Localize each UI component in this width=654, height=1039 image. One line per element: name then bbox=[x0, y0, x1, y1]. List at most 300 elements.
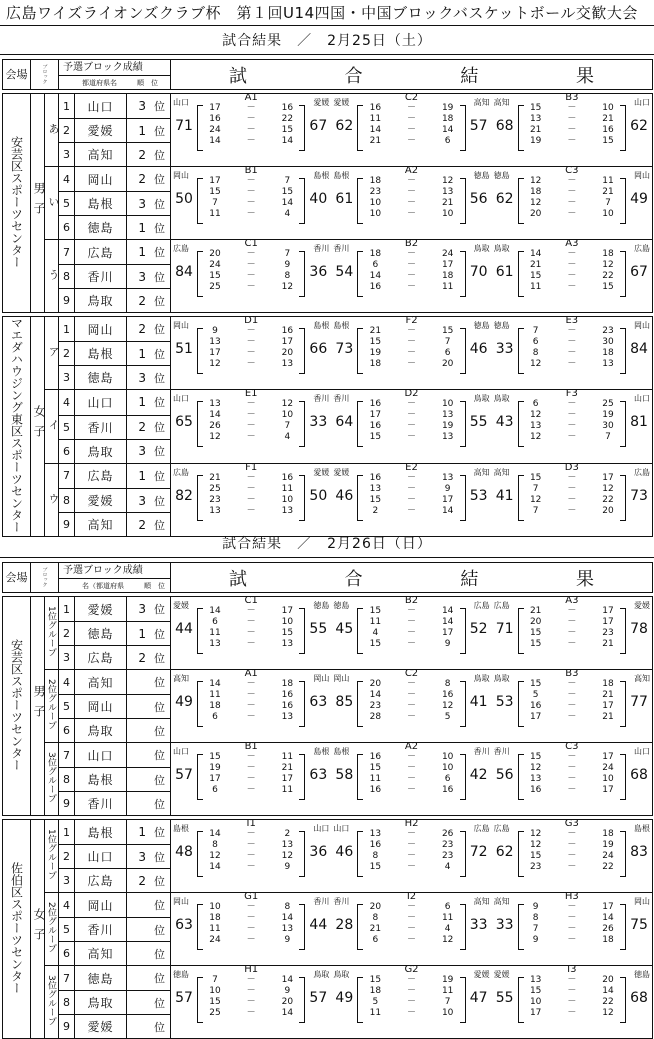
block-label-text: イ bbox=[47, 419, 60, 431]
block-label-text: い bbox=[47, 196, 60, 207]
quarter-away-score: 7 bbox=[284, 249, 291, 259]
away-total-score: 55 bbox=[469, 414, 488, 430]
team-number: 3 bbox=[59, 366, 75, 390]
team-name: 岡山 bbox=[75, 695, 127, 719]
quarter-away-score: 21 bbox=[602, 114, 614, 124]
rank-suffix: 位 bbox=[154, 603, 166, 616]
results-header-char: 試 bbox=[229, 65, 248, 87]
quarter-away-score: 12 bbox=[281, 282, 294, 292]
team-number: 6 bbox=[59, 719, 75, 743]
quarter-scores bbox=[526, 399, 618, 443]
quarter-dash: － bbox=[246, 348, 256, 358]
quarter-home-score: 21 bbox=[369, 326, 382, 336]
quarter-scores bbox=[205, 829, 297, 873]
quarter-away-score: 17 bbox=[602, 701, 614, 711]
score-bracket-right bbox=[299, 681, 305, 727]
quarter-dash: － bbox=[567, 829, 577, 839]
quarter-dash: － bbox=[567, 209, 577, 219]
game-result bbox=[331, 820, 491, 890]
score-bracket-left bbox=[357, 977, 363, 1023]
quarter-row bbox=[365, 249, 457, 260]
block-games bbox=[171, 317, 653, 390]
game-result bbox=[331, 390, 491, 460]
team-name: 高知 bbox=[75, 942, 127, 966]
game-result bbox=[171, 317, 331, 387]
team-name: 香川 bbox=[75, 265, 127, 289]
rank-header-label: 順 位 bbox=[137, 78, 158, 87]
quarter-away-score: 16 bbox=[441, 690, 454, 700]
away-team-name: 鳥取 bbox=[473, 394, 490, 403]
quarter-home-score: 15 bbox=[529, 103, 542, 113]
team-number: 9 bbox=[59, 792, 75, 816]
quarter-home-score: 12 bbox=[209, 359, 221, 369]
quarter-away-score: 19 bbox=[441, 975, 454, 985]
team-number: 7 bbox=[59, 966, 75, 991]
quarter-dash: － bbox=[246, 975, 256, 985]
away-team-name: 広島 bbox=[473, 824, 490, 833]
quarter-row bbox=[205, 326, 297, 337]
quarter-dash: － bbox=[407, 862, 417, 872]
block-label bbox=[45, 743, 59, 816]
away-total-score: 83 bbox=[630, 844, 648, 860]
quarter-row bbox=[365, 997, 457, 1008]
quarter-dash: － bbox=[407, 679, 417, 689]
quarter-dash: － bbox=[407, 628, 417, 638]
quarter-home-score: 15 bbox=[529, 628, 542, 638]
quarter-scores bbox=[526, 326, 618, 370]
quarter-away-score: 17 bbox=[441, 260, 454, 270]
game-result bbox=[492, 240, 652, 310]
quarter-home-score: 15 bbox=[529, 986, 542, 996]
score-bracket-right bbox=[460, 831, 466, 877]
quarter-away-score: 11 bbox=[281, 785, 294, 795]
away-total-score: 52 bbox=[469, 621, 488, 637]
home-team-name: 島根 bbox=[173, 824, 190, 833]
team-name: 広島 bbox=[75, 240, 127, 265]
quarter-dash: － bbox=[567, 862, 577, 872]
quarter-home-score: 20 bbox=[369, 679, 382, 689]
home-team-name: 広島 bbox=[493, 824, 510, 833]
score-bracket-right bbox=[620, 608, 626, 654]
away-team-name: 愛媛 bbox=[313, 98, 330, 107]
quarter-scores bbox=[365, 606, 457, 650]
block-label bbox=[45, 893, 59, 966]
quarter-away-score: 18 bbox=[602, 348, 614, 358]
quarter-row bbox=[365, 975, 457, 986]
quarter-away-score: 18 bbox=[602, 935, 614, 945]
quarter-scores bbox=[365, 326, 457, 370]
score-bracket-left bbox=[518, 178, 524, 224]
team-rank bbox=[127, 719, 171, 743]
home-team-name: 徳島 bbox=[173, 970, 190, 979]
game-id: A1 bbox=[244, 668, 258, 679]
prelim-subheader bbox=[59, 76, 171, 90]
game-id: C1 bbox=[244, 238, 258, 249]
home-team-name: 島根 bbox=[333, 321, 350, 330]
team-rank bbox=[127, 143, 171, 167]
quarter-away-score: 11 bbox=[441, 986, 454, 996]
quarter-row bbox=[205, 763, 297, 774]
gender-text: 女子 bbox=[32, 907, 46, 948]
quarter-home-score: 6 bbox=[532, 399, 539, 409]
quarter-row bbox=[365, 752, 457, 763]
quarter-row bbox=[205, 935, 297, 946]
quarter-dash: － bbox=[567, 103, 577, 113]
quarter-dash: － bbox=[246, 337, 256, 347]
quarter-away-score: 13 bbox=[281, 505, 294, 516]
quarter-row bbox=[205, 829, 297, 840]
quarter-scores bbox=[365, 473, 457, 517]
team-number: 3 bbox=[59, 143, 75, 167]
home-team-name: 山口 bbox=[173, 98, 190, 107]
team-number: 5 bbox=[59, 415, 75, 439]
quarter-dash: － bbox=[407, 1008, 417, 1018]
quarter-home-score: 8 bbox=[212, 840, 218, 850]
quarter-row bbox=[526, 432, 618, 443]
game-result bbox=[492, 597, 652, 667]
quarter-home-score: 10 bbox=[369, 198, 382, 208]
quarter-row bbox=[365, 902, 457, 913]
quarter-away-score: 16 bbox=[602, 125, 614, 135]
quarter-row bbox=[526, 114, 618, 125]
block-games bbox=[171, 597, 653, 670]
rank-suffix: 位 bbox=[154, 826, 166, 839]
score-bracket-right bbox=[460, 328, 466, 374]
quarter-away-score: 14 bbox=[441, 505, 454, 516]
score-bracket-right bbox=[460, 754, 466, 800]
quarter-row bbox=[365, 495, 457, 506]
quarter-home-score: 17 bbox=[209, 348, 221, 358]
score-bracket-left bbox=[518, 475, 524, 521]
venue-name bbox=[3, 94, 31, 313]
quarter-row bbox=[365, 679, 457, 690]
quarter-home-score: 2 bbox=[372, 505, 379, 516]
quarter-dash: － bbox=[246, 187, 256, 197]
quarter-home-score: 17 bbox=[209, 103, 221, 113]
home-total-score: 62 bbox=[495, 844, 514, 860]
game-result bbox=[331, 597, 491, 667]
quarter-row bbox=[365, 763, 457, 774]
team-name: 高知 bbox=[75, 670, 127, 695]
rank-suffix: 位 bbox=[154, 246, 166, 259]
team-name: 島根 bbox=[75, 192, 127, 216]
game-result bbox=[492, 743, 652, 813]
block-label-text: 2位グループ bbox=[46, 679, 56, 730]
quarter-dash: － bbox=[246, 785, 256, 795]
block-label-text: 3位グループ bbox=[46, 752, 56, 803]
document-title: 広島ワイズライオンズクラブ杯 第１回U14四国・中国ブロックバスケットボール交歓大会 bbox=[6, 4, 638, 22]
rank-suffix: 位 bbox=[154, 797, 166, 811]
quarter-home-score: 8 bbox=[532, 348, 539, 358]
score-bracket-right bbox=[460, 904, 466, 950]
rank-suffix: 位 bbox=[154, 972, 166, 985]
game-result bbox=[492, 820, 652, 890]
away-total-score: 70 bbox=[469, 264, 488, 280]
quarter-home-score: 13 bbox=[529, 114, 542, 124]
rank-suffix: 位 bbox=[154, 197, 166, 211]
team-name: 島根 bbox=[75, 820, 127, 845]
quarter-row bbox=[365, 628, 457, 639]
gender-text: 男子 bbox=[32, 684, 46, 725]
quarter-away-score: 21 bbox=[281, 763, 294, 773]
away-total-score: 63 bbox=[309, 694, 328, 710]
quarter-away-score: 24 bbox=[602, 763, 614, 773]
quarter-scores bbox=[526, 902, 618, 946]
game-result bbox=[331, 461, 491, 534]
quarter-row bbox=[365, 337, 457, 348]
away-team-name: 島根 bbox=[313, 747, 330, 756]
score-bracket-left bbox=[357, 608, 363, 654]
quarter-dash: － bbox=[246, 483, 256, 494]
team-number: 8 bbox=[59, 768, 75, 792]
quarter-away-score: 16 bbox=[281, 701, 294, 711]
quarter-row bbox=[526, 701, 618, 712]
rank-suffix: 位 bbox=[154, 518, 166, 532]
team-name: 徳島 bbox=[75, 216, 127, 240]
quarter-row bbox=[526, 506, 618, 517]
quarter-home-score: 21 bbox=[529, 260, 542, 270]
quarter-away-score: 17 bbox=[602, 785, 614, 795]
score-bracket-right bbox=[299, 831, 305, 877]
quarter-away-score: 17 bbox=[602, 902, 614, 912]
rank-suffix: 位 bbox=[154, 724, 166, 738]
quarter-row bbox=[365, 271, 457, 282]
quarter-row bbox=[526, 639, 618, 650]
team-number: 2 bbox=[59, 622, 75, 646]
quarter-home-score: 14 bbox=[209, 862, 221, 872]
quarter-away-score: 12 bbox=[602, 260, 614, 270]
team-rank-value: 3 bbox=[138, 99, 147, 113]
home-total-score: 53 bbox=[495, 694, 514, 710]
team-name: 香川 bbox=[75, 415, 127, 439]
quarter-home-score: 16 bbox=[209, 114, 221, 124]
quarter-away-score: 26 bbox=[441, 829, 454, 839]
quarter-scores bbox=[365, 752, 457, 796]
score-bracket-left bbox=[197, 754, 203, 800]
quarter-row bbox=[526, 337, 618, 348]
quarter-away-score: 21 bbox=[602, 690, 614, 700]
quarter-dash: － bbox=[567, 690, 577, 700]
quarter-row bbox=[205, 282, 297, 293]
quarter-dash: － bbox=[567, 282, 577, 292]
block-label bbox=[45, 317, 59, 390]
quarter-home-score: 6 bbox=[212, 617, 218, 627]
block-label bbox=[45, 820, 59, 893]
quarter-away-score: 7 bbox=[444, 337, 451, 347]
quarter-away-score: 17 bbox=[441, 494, 454, 505]
team-rank-value: 1 bbox=[138, 245, 147, 259]
results-header-char: 結 bbox=[460, 568, 479, 590]
rank-suffix: 位 bbox=[154, 421, 166, 434]
home-team-name: 高知 bbox=[493, 467, 510, 477]
quarter-row bbox=[526, 752, 618, 763]
home-team-name: 岡山 bbox=[173, 897, 190, 906]
team-name: 愛媛 bbox=[75, 597, 127, 622]
quarter-home-score: 18 bbox=[369, 986, 382, 996]
quarter-away-score: 6 bbox=[444, 902, 451, 912]
gender-label bbox=[31, 820, 45, 1039]
team-name: 山口 bbox=[75, 743, 127, 768]
away-total-score: 36 bbox=[309, 844, 328, 860]
away-team-name: 徳島 bbox=[634, 970, 650, 979]
quarter-row bbox=[205, 432, 297, 443]
quarter-home-score: 13 bbox=[369, 829, 382, 839]
quarter-away-score: 14 bbox=[281, 1008, 294, 1018]
quarter-away-score: 14 bbox=[281, 975, 294, 985]
quarter-home-score: 8 bbox=[372, 851, 379, 861]
rank-suffix: 位 bbox=[154, 270, 166, 284]
score-bracket-left bbox=[518, 608, 524, 654]
quarter-row bbox=[205, 617, 297, 628]
quarter-row bbox=[526, 763, 618, 774]
quarter-away-score: 15 bbox=[441, 326, 454, 336]
rank-suffix: 位 bbox=[154, 676, 166, 689]
quarter-home-score: 21 bbox=[209, 472, 221, 483]
quarter-dash: － bbox=[567, 1008, 577, 1018]
quarter-away-score: 17 bbox=[602, 472, 614, 483]
venue-name bbox=[3, 317, 31, 537]
team-rank bbox=[127, 918, 171, 942]
quarter-home-score: 13 bbox=[209, 337, 221, 347]
quarter-home-score: 16 bbox=[369, 103, 382, 113]
quarter-away-score: 23 bbox=[441, 840, 454, 850]
quarter-away-score: 18 bbox=[281, 679, 294, 689]
team-rank bbox=[127, 240, 171, 265]
block-label bbox=[45, 240, 59, 313]
rank-suffix: 位 bbox=[154, 996, 166, 1010]
venue-header bbox=[3, 563, 31, 593]
home-team-name: 徳島 bbox=[493, 171, 510, 180]
home-team-name: 岡山 bbox=[173, 321, 190, 330]
quarter-away-score: 12 bbox=[602, 1008, 614, 1018]
rank-suffix: 位 bbox=[154, 749, 166, 762]
score-bracket-left bbox=[357, 401, 363, 447]
quarter-home-score: 10 bbox=[209, 986, 221, 996]
quarter-row bbox=[365, 851, 457, 862]
quarter-row bbox=[365, 862, 457, 873]
team-rank-value: 2 bbox=[138, 420, 147, 434]
quarter-row bbox=[205, 679, 297, 690]
rank-suffix: 位 bbox=[154, 445, 166, 458]
team-name: 山口 bbox=[75, 845, 127, 869]
team-rank bbox=[127, 646, 171, 670]
team-name: 広島 bbox=[75, 463, 127, 489]
results-header-char: 結 bbox=[460, 65, 479, 87]
quarter-away-score: 11 bbox=[281, 752, 294, 762]
block-games bbox=[171, 743, 653, 816]
quarter-scores bbox=[205, 975, 297, 1019]
quarter-dash: － bbox=[567, 763, 577, 773]
quarter-dash: － bbox=[567, 639, 577, 649]
venue-header bbox=[3, 60, 31, 90]
quarter-dash: － bbox=[407, 483, 417, 494]
quarter-away-score: 17 bbox=[281, 337, 294, 347]
quarter-home-score: 12 bbox=[529, 410, 542, 420]
away-team-name: 香川 bbox=[313, 897, 330, 906]
venue-header-label: 会場 bbox=[5, 570, 28, 584]
quarter-scores bbox=[365, 902, 457, 946]
quarter-row bbox=[365, 774, 457, 785]
rank-suffix: 位 bbox=[154, 1020, 166, 1034]
block-label bbox=[45, 670, 59, 743]
quarter-home-score: 15 bbox=[209, 271, 221, 281]
quarter-away-score: 11 bbox=[281, 483, 294, 494]
quarter-home-score: 12 bbox=[529, 176, 542, 186]
away-total-score: 68 bbox=[630, 767, 648, 783]
quarter-dash: － bbox=[407, 924, 417, 934]
quarter-dash: － bbox=[246, 359, 256, 369]
gender-text: 男子 bbox=[32, 181, 46, 222]
rank-suffix: 位 bbox=[154, 627, 166, 641]
game-result bbox=[492, 893, 652, 963]
away-total-score: 42 bbox=[469, 767, 488, 783]
quarter-dash: － bbox=[407, 935, 417, 945]
home-team-name: 高知 bbox=[493, 98, 510, 107]
quarter-away-score: 16 bbox=[281, 326, 294, 336]
quarter-row bbox=[365, 639, 457, 650]
quarter-home-score: 24 bbox=[209, 125, 221, 135]
rank-suffix: 位 bbox=[154, 947, 166, 961]
pref-header-label: 名（都道府県 bbox=[82, 581, 124, 590]
away-team-name: 徳島 bbox=[473, 171, 490, 180]
quarter-row bbox=[365, 935, 457, 946]
quarter-home-score: 10 bbox=[529, 997, 542, 1007]
quarter-row bbox=[526, 690, 618, 701]
quarter-dash: － bbox=[407, 421, 417, 431]
quarter-dash: － bbox=[407, 176, 417, 186]
quarter-dash: － bbox=[567, 483, 577, 494]
score-bracket-left bbox=[197, 904, 203, 950]
quarter-dash: － bbox=[567, 114, 577, 124]
venue-name bbox=[3, 820, 31, 1039]
team-number: 9 bbox=[59, 289, 75, 313]
team-rank-value: 1 bbox=[138, 123, 147, 138]
quarter-row bbox=[365, 785, 457, 796]
quarter-scores bbox=[205, 902, 297, 946]
quarter-row bbox=[365, 198, 457, 209]
quarter-away-score: 20 bbox=[281, 348, 294, 358]
game-id: D2 bbox=[404, 388, 419, 399]
team-rank-value: 3 bbox=[138, 849, 147, 864]
team-rank bbox=[127, 869, 171, 893]
quarter-dash: － bbox=[567, 774, 577, 784]
team-name: 鳥取 bbox=[75, 439, 127, 463]
game-id: B2 bbox=[404, 595, 419, 606]
score-bracket-right bbox=[620, 178, 626, 224]
game-result bbox=[171, 94, 331, 164]
quarter-dash: － bbox=[407, 348, 417, 358]
quarter-home-score: 15 bbox=[529, 851, 542, 861]
team-rank-value: 3 bbox=[138, 269, 147, 284]
quarter-home-score: 16 bbox=[369, 840, 382, 850]
team-name: 広島 bbox=[75, 869, 127, 893]
home-team-name: 香川 bbox=[333, 244, 350, 253]
team-number: 7 bbox=[59, 743, 75, 768]
block-header bbox=[31, 60, 59, 90]
quarter-dash: － bbox=[246, 260, 256, 270]
game-result bbox=[331, 670, 491, 740]
quarter-home-score: 15 bbox=[209, 997, 221, 1007]
quarter-row bbox=[205, 410, 297, 421]
results-header-char: 合 bbox=[344, 568, 363, 590]
game-result bbox=[331, 317, 491, 387]
quarter-row bbox=[205, 176, 297, 187]
quarter-row bbox=[365, 484, 457, 495]
quarter-away-score: 12 bbox=[281, 399, 294, 409]
quarter-dash: － bbox=[407, 639, 417, 649]
team-number: 2 bbox=[59, 119, 75, 143]
quarter-home-score: 14 bbox=[529, 249, 542, 259]
